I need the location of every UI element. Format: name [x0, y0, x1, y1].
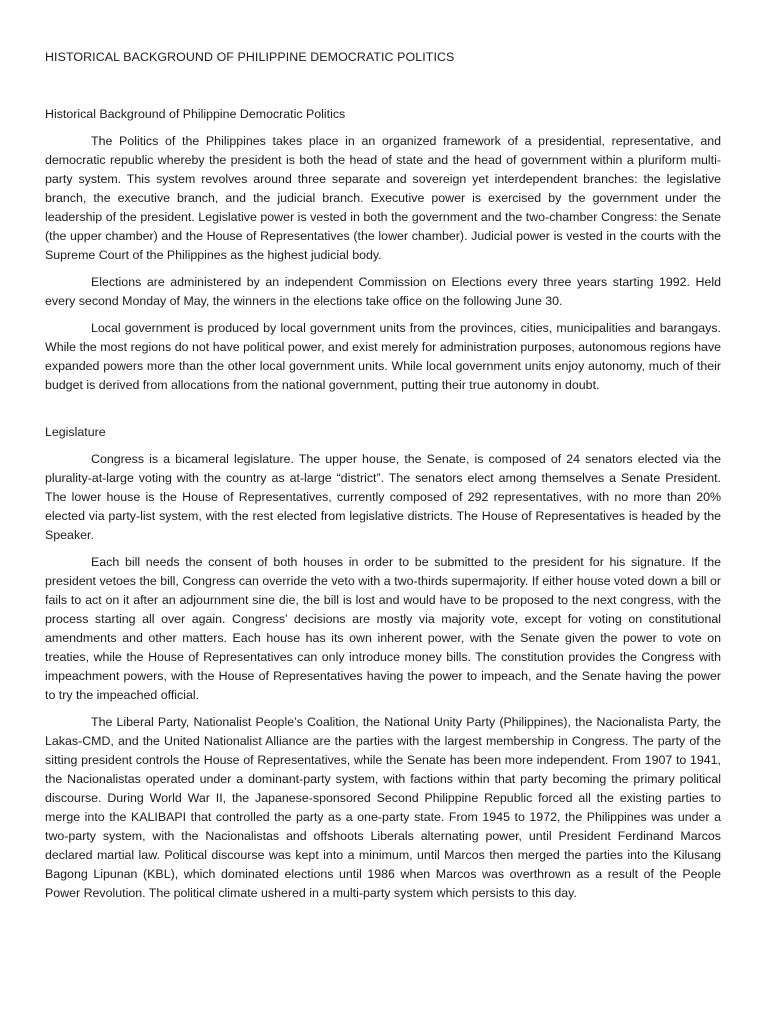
- document-title: HISTORICAL BACKGROUND OF PHILIPPINE DEMOCRATIC POLITICS: [45, 50, 455, 64]
- section-spacer: [45, 403, 721, 423]
- paragraph: Each bill needs the consent of both houses in order to be submitted to the president for his signature. If the president vetoes the bill, Congress can override the veto with a two-thirds supermajority. If either house voted down a bill or fails to act on it after an adjournment sine die, the bill is lost and would have to be proposed to the next congress, with the process starting all over again. Congress’ decisions are mostly via majority vote, except for voting on constitutional amendments and other matters. Each house has its own inherent power, with the Senate given the power to vote on treaties, while the House of Representatives can only introduce money bills. The constitution provides the Congress with impeachment powers, with the House of Representatives having the power to impeach, and the Senate having the power to try the impeached official.: [45, 555, 721, 702]
- paragraph: Local government is produced by local government units from the provinces, cities, municipalities and barangays. While the most regions do not have political power, and exist merely for administration purposes, autonomous regions have expanded powers more than the other local government units. While local government units enjoy autonomy, much of their budget is derived from allocations from the national government, putting their true autonomy in doubt.: [45, 321, 721, 392]
- paragraph: Elections are administered by an independent Commission on Elections every three years starting 1992. Held every second Monday of May, the winners in the elections take office on the following June 30.: [45, 275, 721, 308]
- paragraph: Congress is a bicameral legislature. The upper house, the Senate, is composed of 24 senators elected via the plurality-at-large voting with the country as at-large “district”. The senators elect among themselves a Senate President. The lower house is the House of Representatives, currently composed of 292 representatives, with no more than 20% elected via party-list system, with the rest elected from legislative districts. The House of Representatives is headed by the Speaker.: [45, 452, 721, 542]
- section-heading: Historical Background of Philippine Democratic Politics: [45, 107, 346, 121]
- paragraph: The Liberal Party, Nationalist People’s Coalition, the National Unity Party (Philippines), the Nacionalista Party, the Lakas-CMD, and the United Nationalist Alliance are the parties with the largest membership in Congress. The party of the sitting president controls the House of Representatives, while the Senate has been more independent. From 1907 to 1941, the Nacionalistas operated under a dominant-party system, with factions within that party becoming the primary political discourse. During World War II, the Japanese-sponsored Second Philippine Republic forced all the existing parties to merge into the KALIBAPI that controlled the party as a one-party state. From 1945 to 1972, the Philippines was under a two-party system, with the Nacionalistas and offshoots Liberals alternating power, until President Ferdinand Marcos declared martial law. Political discourse was kept into a minimum, until Marcos then merged the parties into the Kilusang Bagong Lipunan (KBL), which dominated elections until 1986 when Marcos was overthrown as a result of the People Power Revolution. The political climate ushered in a multi-party system which persists to this day.: [45, 715, 721, 900]
- paragraph: The Politics of the Philippines takes place in an organized framework of a presidential, representative, and democratic republic whereby the president is both the head of state and the head of government within a pluriform multi-party system. This system revolves around three separate and sovereign yet interdependent branches: the legislative branch, the executive branch, and the judicial branch. Executive power is exercised by the government under the leadership of the president. Legislative power is vested in both the government and the two-chamber Congress: the Senate (the upper chamber) and the House of Representatives (the lower chamber). Judicial power is vested in the courts with the Supreme Court of the Philippines as the highest judicial body.: [45, 134, 721, 262]
- document-page: [45, 48, 721, 911]
- section-historical-background: [45, 105, 721, 395]
- section-legislature: [45, 423, 721, 903]
- section-heading: Legislature: [45, 425, 106, 439]
